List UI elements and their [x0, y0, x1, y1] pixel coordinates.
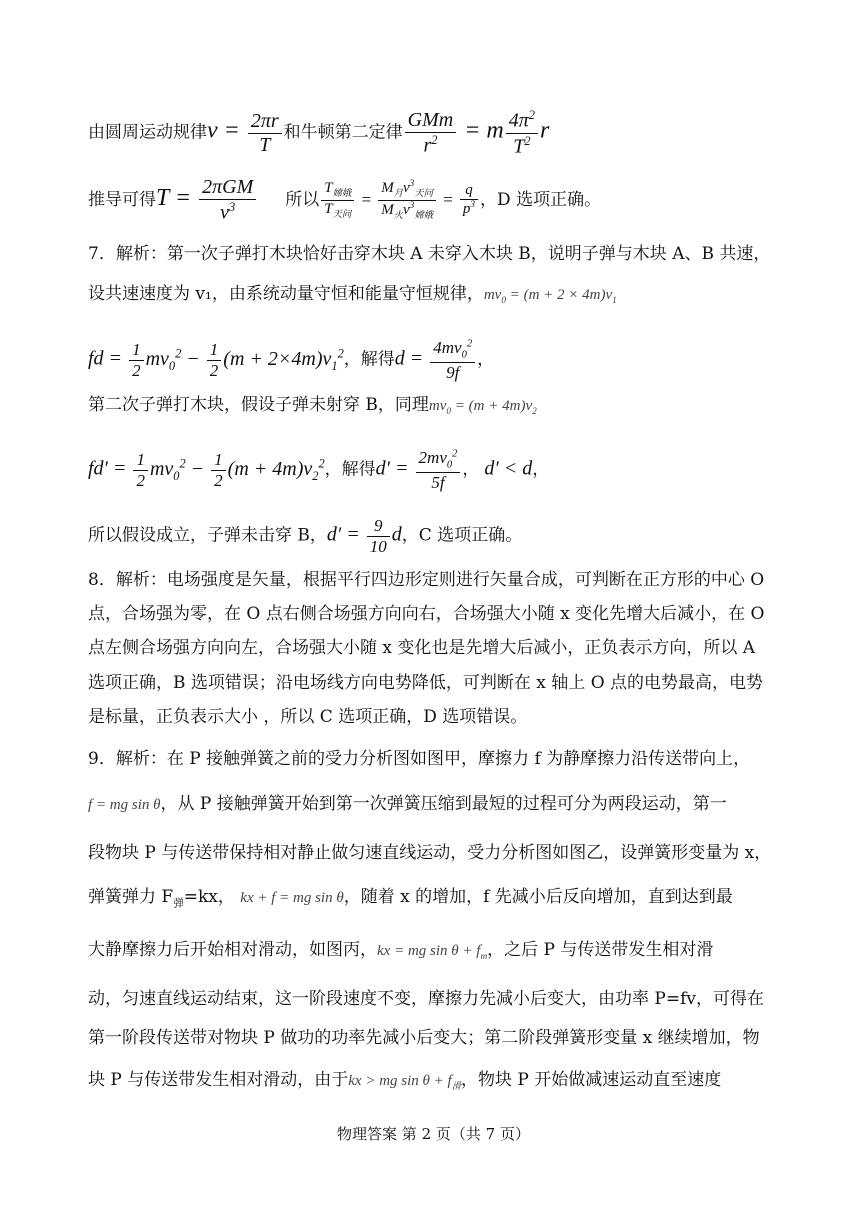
- q8-line-5: 是标量，正负表示大小 ，所以 C 选项正确，D 选项错误。: [88, 707, 528, 727]
- q8-line-3: 点左侧合场强方向向左，合场强大小随 x 变化也是先增大后减小，正负表示方向，所以 A: [88, 638, 756, 658]
- page-footer: 物理答案 第 2 页（共 7 页）: [337, 1125, 530, 1143]
- q8-line-4: 选项正确，B 选项错误；沿电场线方向电势降低，可判断在 x 轴上 O 点的电势最高，电势: [88, 673, 764, 693]
- q7-line-4: 第二次子弹打木块，假设子弹未射穿 B，同理$mv_0 = (m + 4m)v_2$: [88, 395, 537, 417]
- q9-line-7: 第一阶段传送带对物块 P 做功的功率先减小后变大；第二阶段弹簧形变量 x 继续增加，物: [88, 1028, 760, 1048]
- q7-line-3: fd = $\frac{1}{2}$ $mv_0^2$ − $\frac{1}{2}$ $(m + 2\times 4m)v_1^2$，解得d = $\frac{4mv_0^2}{9f}$ ，: [88, 338, 495, 382]
- q8-line-1: 8．解析：电场强度是矢量，根据平行四边形定则进行矢量合成，可判断在正方形的中心 O: [88, 570, 765, 590]
- q9-line-1: 9．解析：在 P 接触弹簧之前的受力分析图如图甲，摩擦力 f 为静摩擦力沿传送带向上，: [88, 749, 751, 769]
- q8-line-2: 点，合场强为零，在 O 点右侧合场强方向向右，合场强大小随 x 变化先增大后减小，在 O: [88, 604, 765, 624]
- q9-line-8: 块 P 与传送带发生相对滑动，由于kx > mg $\sin \theta + f_滑$，物块 P 开始做减速运动直至速度: [88, 1070, 722, 1092]
- q9-line-5: 大静摩擦力后开始相对滑动，如图丙，kx = mg $\sin \theta + f_m$，之后 P 与传送带发生相对滑: [88, 940, 714, 962]
- q7-line-5: fd′ = $\frac{1}{2}$ $mv_0^2$ − $\frac{1}{2}$ $(m + 4m)v_2^2$，解得d′ = $\frac{2mv_0^2}{5f}$ ， d′ < d，: [88, 448, 550, 492]
- q7-line-6: 所以假设成立，子弹未击穿 B，d′ = $\frac{9}{10}$ d，C 选项正确。: [88, 516, 523, 556]
- q9-line-3: 段物块 P 与传送带保持相对静止做匀速直线运动，受力分析图如图乙，设弹簧形变量为 x，: [88, 843, 772, 863]
- q9-line-4: 弹簧弹力 $F_弹=kx$， kx + f = mg sin θ，随着 x 的增加，f 先减小后反向增加，直到达到最: [88, 887, 733, 910]
- formula-line-1: 由圆周运动规律v = $\frac{2\pi r}{T}$ 和牛顿第二定律 $\frac{\text{GMm}}{r^2}$ = m $\frac{4\pi^2}{T^2}$ r: [88, 108, 550, 158]
- q9-line-6: 动，匀速直线运动结束，这一阶段速度不变，摩擦力先减小后变大，由功率 P=fv，可得在: [88, 989, 764, 1009]
- formula-line-2: 推导可得T = $\frac{\text{2πGM}}{v^3}$ 所以 $\frac{T_{嫦娥}}{T_{天问}}$ = $\frac{M_月v^3_{天问}}{M_火v^3_{嫦娥}}$ = $\frac{q}{p^3}$ ，D 选项正确。: [88, 176, 602, 224]
- q7-line-1: 7．解析：第一次子弹打木块恰好击穿木块 A 未穿入木块 B，说明子弹与木块 A、B 共速，: [88, 244, 771, 264]
- q7-line-2: 设共速速度为 v₁，由系统动量守恒和能量守恒规律，$mv_0 = (m + 2 \times 4m)v_1$: [88, 284, 617, 306]
- q9-line-2: f = mg sin θ，从 P 接触弹簧开始到第一次弹簧压缩到最短的过程可分为两段运动，第一: [88, 794, 727, 814]
